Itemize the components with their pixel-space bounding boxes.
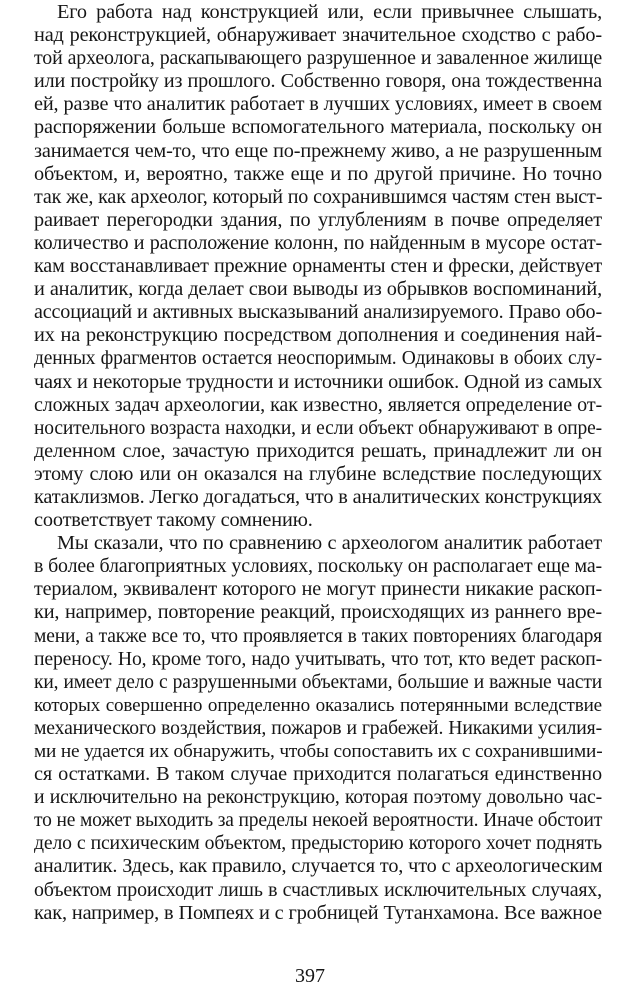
- text-line: ей, разве что аналитик работает в лучших условиях, имеет в своем: [34, 93, 602, 116]
- text-line: и исключительно на реконструкцию, которая поэтому довольно час-: [34, 786, 602, 809]
- text-line: их на реконструкцию посредством дополнения и соединения най-: [34, 324, 602, 347]
- text-line: дело с психическим объектом, предысторию которого хочет поднять: [34, 832, 602, 855]
- text-line: сложных задач археологии, как известно, является определение от-: [34, 393, 602, 416]
- text-line: количество и расположение колонн, по найденным в мусоре остат-: [34, 231, 602, 254]
- text-line: той археолога, раскапывающего разрушенное и заваленное жилище: [34, 47, 602, 70]
- text-line: распоряжении больше вспомогательного материала, поскольку он: [34, 116, 602, 139]
- text-line: ассоциаций и активных высказываний анализируемого. Право обо-: [34, 301, 602, 324]
- text-line: раивает перегородки здания, по углублениям в почве определяет: [34, 208, 602, 231]
- text-line: носительного возраста находки, и если объект обнаруживают в опре-: [34, 417, 602, 439]
- text-line: механического воздействия, пожаров и грабежей. Никакими усилия-: [34, 716, 602, 739]
- text-line: аналитик. Здесь, как правило, случается то, что с археологическим: [34, 855, 603, 878]
- paragraph: [34, 1, 602, 532]
- text-line: так же, как археолог, который по сохранившимся частям стен выст-: [34, 185, 603, 208]
- text-line: то не может выходить за пределы некоей вероятности. Иначе обстоит: [34, 810, 603, 832]
- text-line: денных фрагментов остается неоспоримым. Одинаковы в обоих слу-: [34, 348, 602, 370]
- text-line: деленном слое, зачастую приходится решать, принадлежит ли он: [34, 439, 602, 462]
- text-line: катаклизмов. Легко догадаться, что в аналитических конструкциях: [34, 485, 603, 508]
- text-line: чаях и некоторые трудности и источники ошибок. Одной из самых: [34, 370, 603, 393]
- body-text: [34, 1, 602, 925]
- text-line: Его работа над конструкцией или, если привычнее слышать,: [57, 1, 602, 23]
- text-line: или постройку из прошлого. Собственно говоря, она тождественна: [34, 70, 602, 93]
- text-line: в более благоприятных условиях, поскольку он располагает еще ма-: [34, 555, 602, 578]
- text-line: ки, имеет дело с разрушенными объектами, большие и важные части: [34, 671, 602, 693]
- text-line: над реконструкцией, обнаруживает значительное сходство с рабо-: [34, 24, 602, 47]
- text-line: ся остатками. В таком случае приходится полагаться единственно: [34, 763, 602, 786]
- text-line: занимается чем-то, что еще по-прежнему живо, а не разрушенным: [34, 139, 602, 162]
- text-line: териалом, эквивалент которого не могут принести никакие раскоп-: [34, 578, 602, 601]
- text-line: мени, а также все то, что проявляется в таких повторениях благодаря: [34, 625, 602, 647]
- text-line: которых совершенно определенно оказались потерянными вследствие: [34, 694, 602, 716]
- text-line: ми не удается их обнаружить, чтобы сопоставить их с сохранившими-: [34, 741, 603, 762]
- text-line: как, например, в Помпеях и с гробницей Тутанхамона. Все важное: [34, 901, 602, 924]
- text-line: переносу. Но, кроме того, надо учитывать, что тот, кто ведет раскоп-: [34, 647, 602, 670]
- text-line: Мы сказали, что по сравнению с археологом аналитик работает: [57, 532, 602, 555]
- text-line: объектом, и, вероятно, также еще и по другой причине. Но точно: [34, 162, 602, 185]
- text-line: и аналитик, когда делает свои выводы из обрывков воспоминаний,: [34, 278, 602, 301]
- paragraph: [34, 532, 602, 925]
- text-line: ки, например, повторение реакций, происходящих из раннего вре-: [34, 601, 602, 624]
- text-line: кам восстанавливает прежние орнаменты стен и фрески, действует: [34, 255, 602, 278]
- text-line: соответствует такому сомнению.: [34, 509, 313, 532]
- text-line: этому слою или он оказался на глубине вследствие последующих: [34, 462, 602, 485]
- page-number: 397: [295, 965, 325, 987]
- text-line: объектом происходит лишь в счастливых исключительных случаях,: [34, 878, 602, 901]
